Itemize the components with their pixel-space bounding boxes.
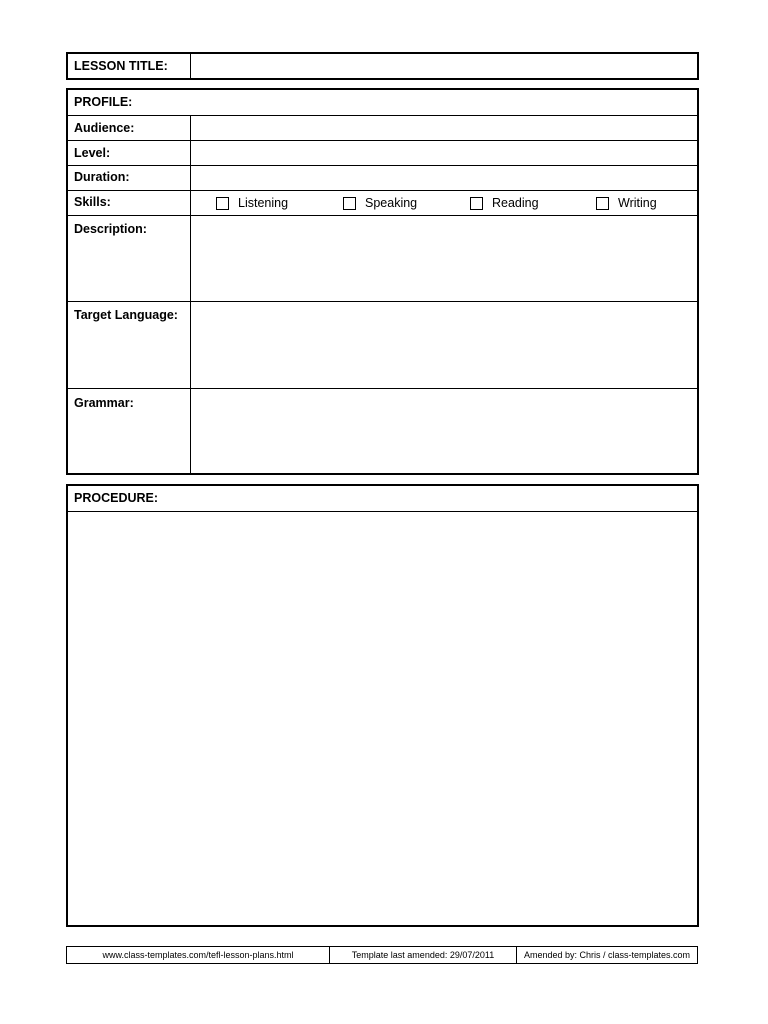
writing-checkbox[interactable]: [596, 197, 609, 210]
description-row: [68, 216, 697, 302]
lesson-title-box: [66, 52, 699, 80]
skills-label: Skills:: [74, 195, 111, 209]
procedure-header: PROCEDURE:: [74, 491, 159, 505]
footer-url: www.class-templates.com/tefl-lesson-plans.html: [67, 947, 330, 963]
grammar-field[interactable]: [191, 389, 697, 473]
grammar-label: Grammar:: [74, 396, 134, 410]
reading-checkbox[interactable]: [470, 197, 483, 210]
skill-option-reading[interactable]: [470, 196, 539, 210]
duration-field[interactable]: [191, 166, 697, 190]
skill-option-speaking[interactable]: [343, 196, 417, 210]
footer-amended-by: Amended by: Chris / class-templates.com: [523, 950, 691, 960]
footer-amended-date: Template last amended: 29/07/2011: [330, 947, 517, 963]
speaking-checkbox[interactable]: [343, 197, 356, 210]
footer: [66, 946, 698, 964]
profile-header-row: [68, 90, 697, 116]
skill-option-writing[interactable]: [596, 196, 657, 210]
profile-box: [66, 88, 699, 475]
skill-option-listening[interactable]: [216, 196, 288, 210]
audience-row: [68, 116, 697, 141]
audience-field[interactable]: [191, 116, 697, 140]
skills-row: [68, 191, 697, 216]
level-label: Level:: [74, 146, 111, 160]
grammar-row: [68, 389, 697, 473]
procedure-box: [66, 484, 699, 927]
target-language-label: Target Language:: [74, 308, 178, 322]
duration-label: Duration:: [74, 170, 130, 184]
level-row: [68, 141, 697, 166]
speaking-label: Speaking: [365, 196, 418, 210]
audience-label: Audience:: [74, 121, 135, 135]
listening-checkbox[interactable]: [216, 197, 229, 210]
target-language-row: [68, 302, 697, 389]
procedure-field[interactable]: [68, 512, 697, 925]
lesson-title-field[interactable]: [191, 54, 697, 78]
description-label: Description:: [74, 222, 147, 236]
writing-label: Writing: [618, 196, 657, 210]
procedure-header-row: [68, 486, 697, 512]
level-field[interactable]: [191, 141, 697, 165]
reading-label: Reading: [492, 196, 539, 210]
profile-header: PROFILE:: [74, 95, 133, 109]
listening-label: Listening: [238, 196, 289, 210]
target-language-field[interactable]: [191, 302, 697, 388]
description-field[interactable]: [191, 216, 697, 301]
duration-row: [68, 166, 697, 191]
lesson-title-label: LESSON TITLE:: [74, 59, 168, 73]
